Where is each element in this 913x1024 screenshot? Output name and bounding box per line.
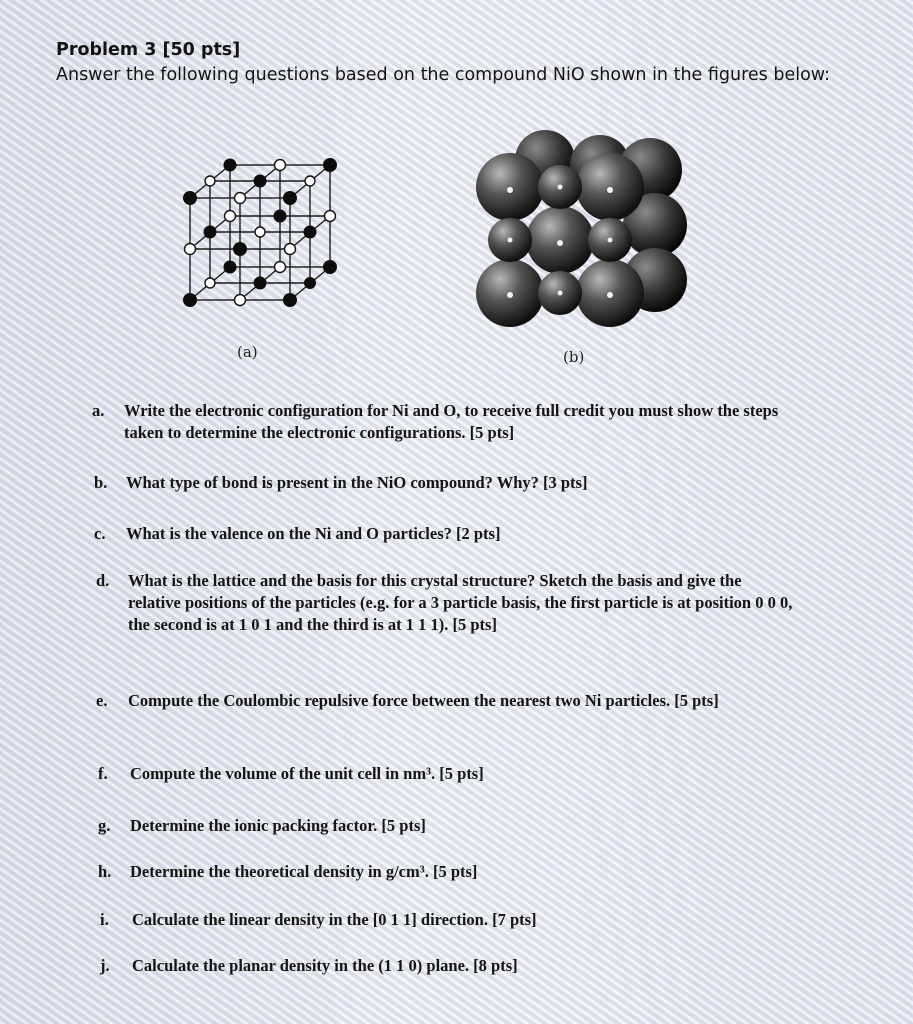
- problem-title: Problem 3 [50 pts]: [56, 40, 241, 60]
- question-text: Write the electronic configuration for Ni and O, to receive full credit you must show the steps taken to determine the electronic configurations. [5 pts]: [124, 401, 779, 442]
- problem-intro: Answer the following questions based on the compound NiO shown in the figures below:: [56, 65, 831, 85]
- question-text: Compute the Coulombic repulsive force between the nearest two Ni particles. [5 pts]: [128, 691, 719, 710]
- question-letter: g.: [98, 816, 111, 835]
- question-letter: c.: [94, 524, 106, 543]
- question-text: Calculate the planar density in the (1 1 0) plane. [8 pts]: [132, 956, 518, 975]
- question-text: Determine the theoretical density in g/cm³. [5 pts]: [130, 862, 478, 881]
- question-letter: e.: [96, 691, 108, 710]
- question-letter: f.: [98, 764, 108, 783]
- question-text: What is the lattice and the basis for this crystal structure? Sketch the basis and give the relative positions of the particles (e.g. for a 3 particle basis, the first particle is at position 0 0 0, the second is at 1 0 1 and the third is at 1 1 1). [5 pts]: [128, 571, 793, 634]
- question-text: What type of bond is present in the NiO compound? Why? [3 pts]: [126, 473, 588, 492]
- question-letter: j.: [100, 956, 110, 975]
- figure-a-caption: (a): [237, 343, 258, 361]
- question-letter: a.: [92, 401, 105, 420]
- question-letter: i.: [100, 910, 109, 929]
- question-letter: d.: [96, 571, 110, 590]
- question-letter: h.: [98, 862, 112, 881]
- question-text: Calculate the linear density in the [0 1 1] direction. [7 pts]: [132, 910, 537, 929]
- question-text: What is the valence on the Ni and O particles? [2 pts]: [126, 524, 501, 543]
- question-text: Determine the ionic packing factor. [5 pts]: [130, 816, 426, 835]
- figure-b-caption: (b): [563, 348, 585, 366]
- question-letter: b.: [94, 473, 108, 492]
- question-text: Compute the volume of the unit cell in nm³. [5 pts]: [130, 764, 484, 783]
